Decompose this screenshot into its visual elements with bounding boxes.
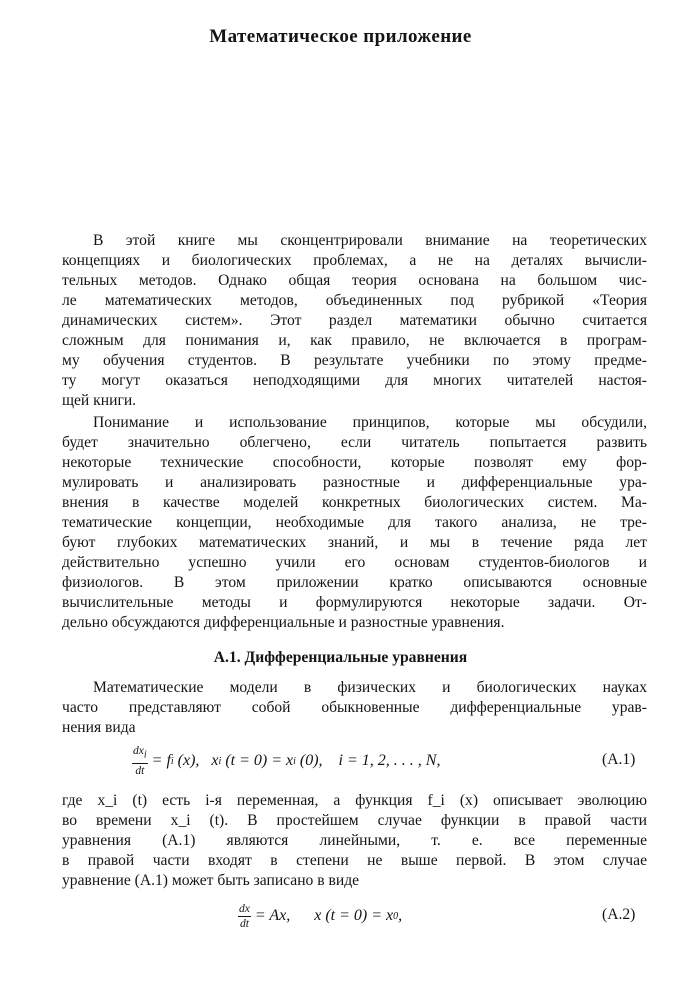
text-line: вычислительные методы и формулируются некоторые задачи. От- — [62, 594, 647, 611]
text-line: мулировать и анализировать разностные и дифференциальные ура- — [62, 474, 647, 491]
text-line: физиологов. В этом приложении кратко описываются основные — [62, 574, 647, 591]
text-line: будет значительно облегчено, если читатель попытается развить — [62, 434, 647, 451]
text-line: концепциях и биологических проблемах, а не на деталях вычисли- — [62, 252, 647, 269]
text-line: динамических систем». Этот раздел математики обычно считается — [62, 312, 647, 329]
text-line: Понимание и использование принципов, которые мы обсудили, — [93, 414, 647, 431]
text-line: уравнение (А.1) может быть записано в виде — [62, 872, 360, 889]
equation-a2: $\frac{dx}{dt}$ = Ax, x (t = 0) = x 0 , — [239, 902, 403, 930]
text-line: внения в качестве моделей конкретных биологических систем. Ма- — [62, 494, 647, 511]
page-title: Математическое приложение — [209, 26, 472, 47]
fraction-dxi-dt: $\frac{dx_i}{dt}$ — [133, 745, 147, 777]
text-line: му обучения студентов. В результате учебники по этому предме- — [62, 352, 647, 369]
text-line: где x_i (t) есть i-я переменная, а функция f_i (x) описывает эволюцию — [62, 792, 647, 809]
text-line: нения вида — [62, 719, 136, 736]
text-line: ле математических методов, объединенных под рубрикой «Теория — [62, 292, 647, 309]
equation-number: (A.2) — [602, 906, 636, 923]
text-line: в правой части входят в степени не выше первой. В этом случае — [62, 852, 647, 869]
text-line: тельных методов. Однако общая теория основана на большом чис- — [62, 272, 647, 289]
text-line: часто представляют собой обыкновенные дифференциальные урав- — [62, 699, 647, 716]
equation-number: (A.1) — [602, 751, 636, 768]
fraction-dx-dt: $\frac{dx}{dt}$ — [239, 902, 250, 930]
text-line: буют глубоких математических знаний, и мы в течение ряда лет — [62, 534, 647, 551]
equation-a1: $\frac{dx_i}{dt}$ = f i (x), x i (t = 0) = x i (0), i = 1, 2, . . . , N, — [133, 745, 441, 777]
text-line: действительно успешно учили его основам студентов-биологов и — [62, 554, 647, 571]
text-line: щей книги. — [62, 392, 137, 409]
text-line: ту могут оказаться неподходящими для многих читателей настоя- — [62, 372, 647, 389]
text-line: уравнения (А.1) являются линейными, т. е. все переменные — [62, 832, 647, 849]
text-line: некоторые технические способности, которые позволят ему фор- — [62, 454, 647, 471]
text-line: во времени x_i (t). В простейшем случае функции в правой части — [62, 812, 647, 829]
text-line: дельно обсуждаются дифференциальные и разностные уравнения. — [62, 614, 505, 631]
section-heading: А.1. Дифференциальные уравнения — [213, 649, 468, 666]
text-line: сложным для понимания и, как правило, не включается в програм- — [62, 332, 647, 349]
text-line: В этой книге мы сконцентрировали внимание на теоретических — [93, 232, 647, 249]
text-line: Математические модели в физических и биологических науках — [93, 679, 647, 696]
text-line: тематические концепции, необходимые для такого анализа, не тре- — [62, 514, 647, 531]
